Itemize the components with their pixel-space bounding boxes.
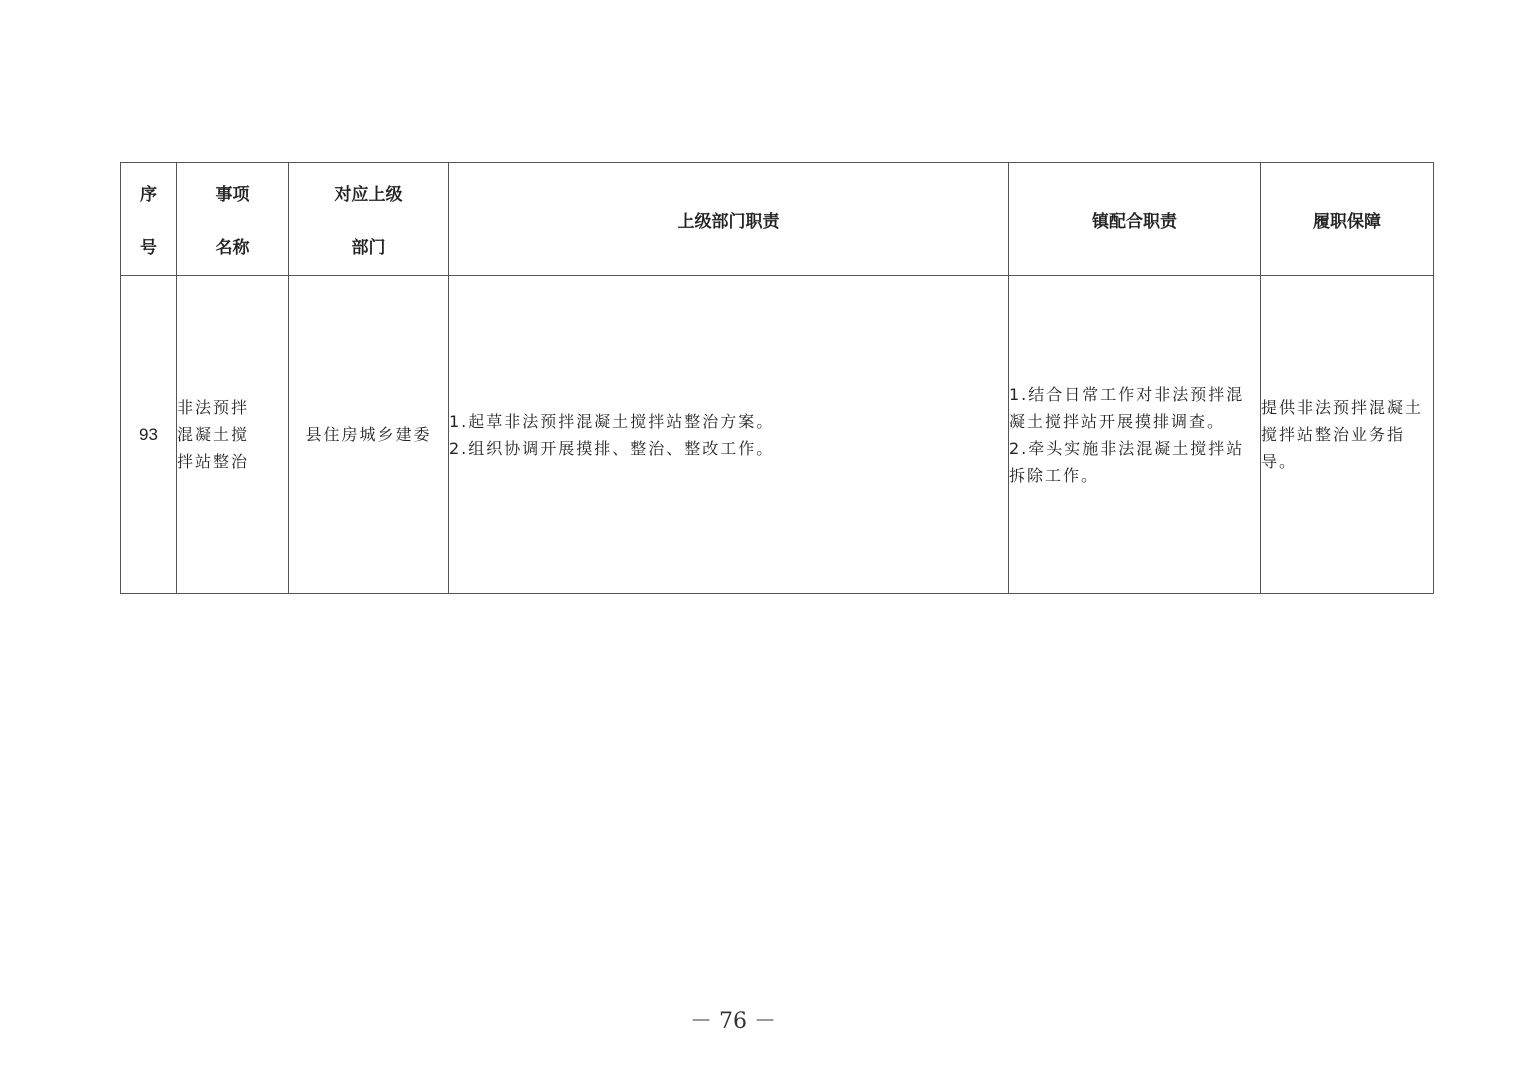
cell-superior-duties <box>449 276 1009 594</box>
town-duty-2: 2.牵头实施非法混凝土搅拌站拆除工作。 <box>1009 438 1245 485</box>
page-number: － 76 － <box>690 1009 776 1034</box>
superior-duty-1: 1.起草非法预拌混凝土搅拌站整治方案。 <box>449 411 775 431</box>
superior-duty-2: 2.组织协调开展摸排、整治、整改工作。 <box>449 438 775 458</box>
item-name-line2: 混凝土搅 <box>177 425 250 444</box>
table-header <box>121 163 1434 276</box>
item-name-line3: 拌站整治 <box>177 452 250 471</box>
header-seq-line2: 号 <box>140 238 157 258</box>
table-row <box>121 276 1434 594</box>
cell-guarantee <box>1261 276 1434 594</box>
header-seq-line1: 序 <box>140 185 157 205</box>
header-superior-dept-line2: 部门 <box>351 238 386 258</box>
header-town-duties: 镇配合职责 <box>1009 163 1261 276</box>
cell-superior-dept: 县住房城乡建委 <box>289 276 449 594</box>
guarantee-text: 提供非法预拌混凝土搅拌站整治业务指导。 <box>1261 398 1424 471</box>
header-superior-dept-line1: 对应上级 <box>334 185 403 205</box>
header-item-name-line2: 名称 <box>215 238 250 258</box>
header-guarantee: 履职保障 <box>1261 163 1434 276</box>
header-item-name <box>177 163 289 276</box>
duty-table <box>120 162 1434 594</box>
header-item-name-line1: 事项 <box>215 185 250 205</box>
header-seq <box>121 163 177 276</box>
town-duty-1: 1.结合日常工作对非法预拌混凝土搅拌站开展摸排调查。 <box>1009 384 1245 431</box>
item-name-line1: 非法预拌 <box>177 398 250 417</box>
cell-town-duties <box>1009 276 1261 594</box>
header-superior-duties: 上级部门职责 <box>449 163 1009 276</box>
cell-item-name <box>177 276 289 594</box>
cell-seq: 93 <box>121 276 177 594</box>
header-superior-dept <box>289 163 449 276</box>
